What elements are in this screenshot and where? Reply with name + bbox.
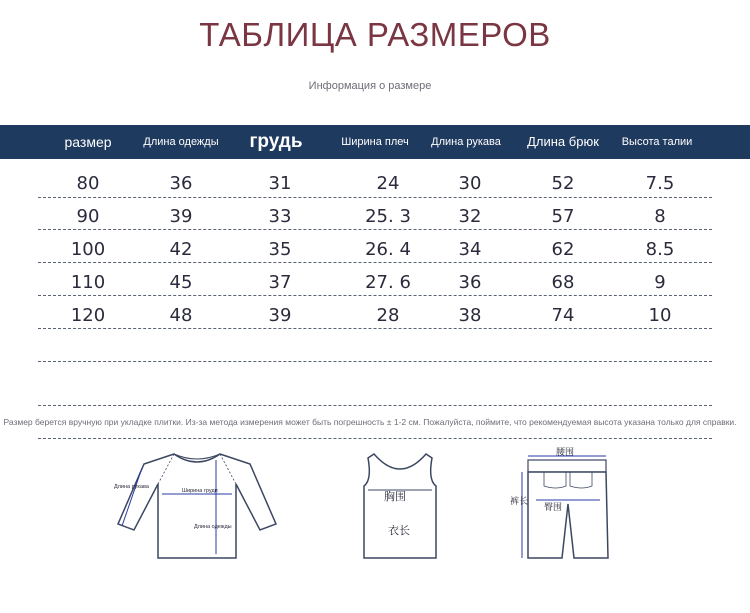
cell-size: 80	[76, 173, 100, 194]
cell-chest: 33	[268, 206, 292, 227]
header-pants-length: Длина брюк	[527, 134, 599, 149]
sleeve-length-label: Длина рукава	[114, 484, 149, 490]
cell-waist-height: 9	[654, 272, 666, 293]
cell-waist-height: 8	[654, 206, 666, 227]
cell-chest: 37	[268, 272, 292, 293]
cell-clothes-length: 48	[169, 305, 193, 326]
cell-sleeve-length: 34	[458, 239, 482, 260]
cell-shoulder-width: 28	[376, 305, 400, 326]
cell-shoulder-width: 24	[376, 173, 400, 194]
chest-width-label: Ширина груди	[182, 488, 218, 494]
vest-length-label: 衣长	[388, 525, 410, 537]
pants-length-label: 裤长	[510, 496, 529, 506]
cell-shoulder-width: 25. 3	[365, 206, 411, 227]
vest-diagram	[360, 450, 440, 562]
divider	[38, 361, 712, 362]
cell-shoulder-width: 26. 4	[365, 239, 411, 260]
divider	[38, 262, 712, 263]
cell-waist-height: 10	[648, 305, 672, 326]
header-clothes-length: Длина одежды	[143, 136, 219, 148]
cell-pants-length: 74	[551, 305, 575, 326]
cell-clothes-length: 36	[169, 173, 193, 194]
cell-sleeve-length: 38	[458, 305, 482, 326]
pants-waist-label: 腰围	[556, 447, 575, 457]
header-shoulder-width: Ширина плеч	[341, 136, 409, 148]
cell-pants-length: 57	[551, 206, 575, 227]
cell-clothes-length: 39	[169, 206, 193, 227]
divider	[38, 229, 712, 230]
header-chest: грудь	[249, 131, 303, 152]
cell-pants-length: 62	[551, 239, 575, 260]
table-header	[0, 125, 750, 159]
cell-size: 120	[70, 305, 106, 326]
cell-waist-height: 7.5	[645, 173, 675, 194]
header-waist-height: Высота талии	[621, 136, 693, 148]
clothes-length-label: Длина одежды	[194, 524, 232, 530]
divider	[38, 405, 712, 406]
divider	[38, 438, 712, 439]
cell-chest: 35	[268, 239, 292, 260]
cell-size: 90	[76, 206, 100, 227]
divider	[38, 328, 712, 329]
cell-sleeve-length: 32	[458, 206, 482, 227]
divider	[38, 295, 712, 296]
table-row	[0, 167, 750, 200]
header-sleeve-length: Длина рукава	[431, 136, 501, 148]
pants-hip-label: 臀围	[544, 502, 563, 512]
shirt-diagram	[112, 448, 282, 563]
pants-diagram	[508, 446, 618, 564]
cell-chest: 39	[268, 305, 292, 326]
cell-clothes-length: 45	[169, 272, 193, 293]
page-title: ТАБЛИЦА РАЗМЕРОВ	[199, 16, 551, 53]
page-subtitle: Информация о размере	[308, 80, 432, 92]
cell-chest: 31	[268, 173, 292, 194]
cell-pants-length: 68	[551, 272, 575, 293]
cell-sleeve-length: 36	[458, 272, 482, 293]
vest-chest-label: 胸围	[384, 491, 406, 503]
cell-size: 100	[70, 239, 106, 260]
cell-waist-height: 8.5	[645, 239, 675, 260]
measurement-note: Размер берется вручную при укладке плитки. Из-за метода измерения может быть погрешность ± 1-2 см. Пожалуйста, поймите, что рекомендуемая высота указана только для справки.	[3, 417, 737, 427]
cell-sleeve-length: 30	[458, 173, 482, 194]
cell-size: 110	[70, 272, 106, 293]
header-size: размер	[64, 134, 112, 150]
cell-clothes-length: 42	[169, 239, 193, 260]
cell-shoulder-width: 27. 6	[365, 272, 411, 293]
divider	[38, 197, 712, 198]
cell-pants-length: 52	[551, 173, 575, 194]
